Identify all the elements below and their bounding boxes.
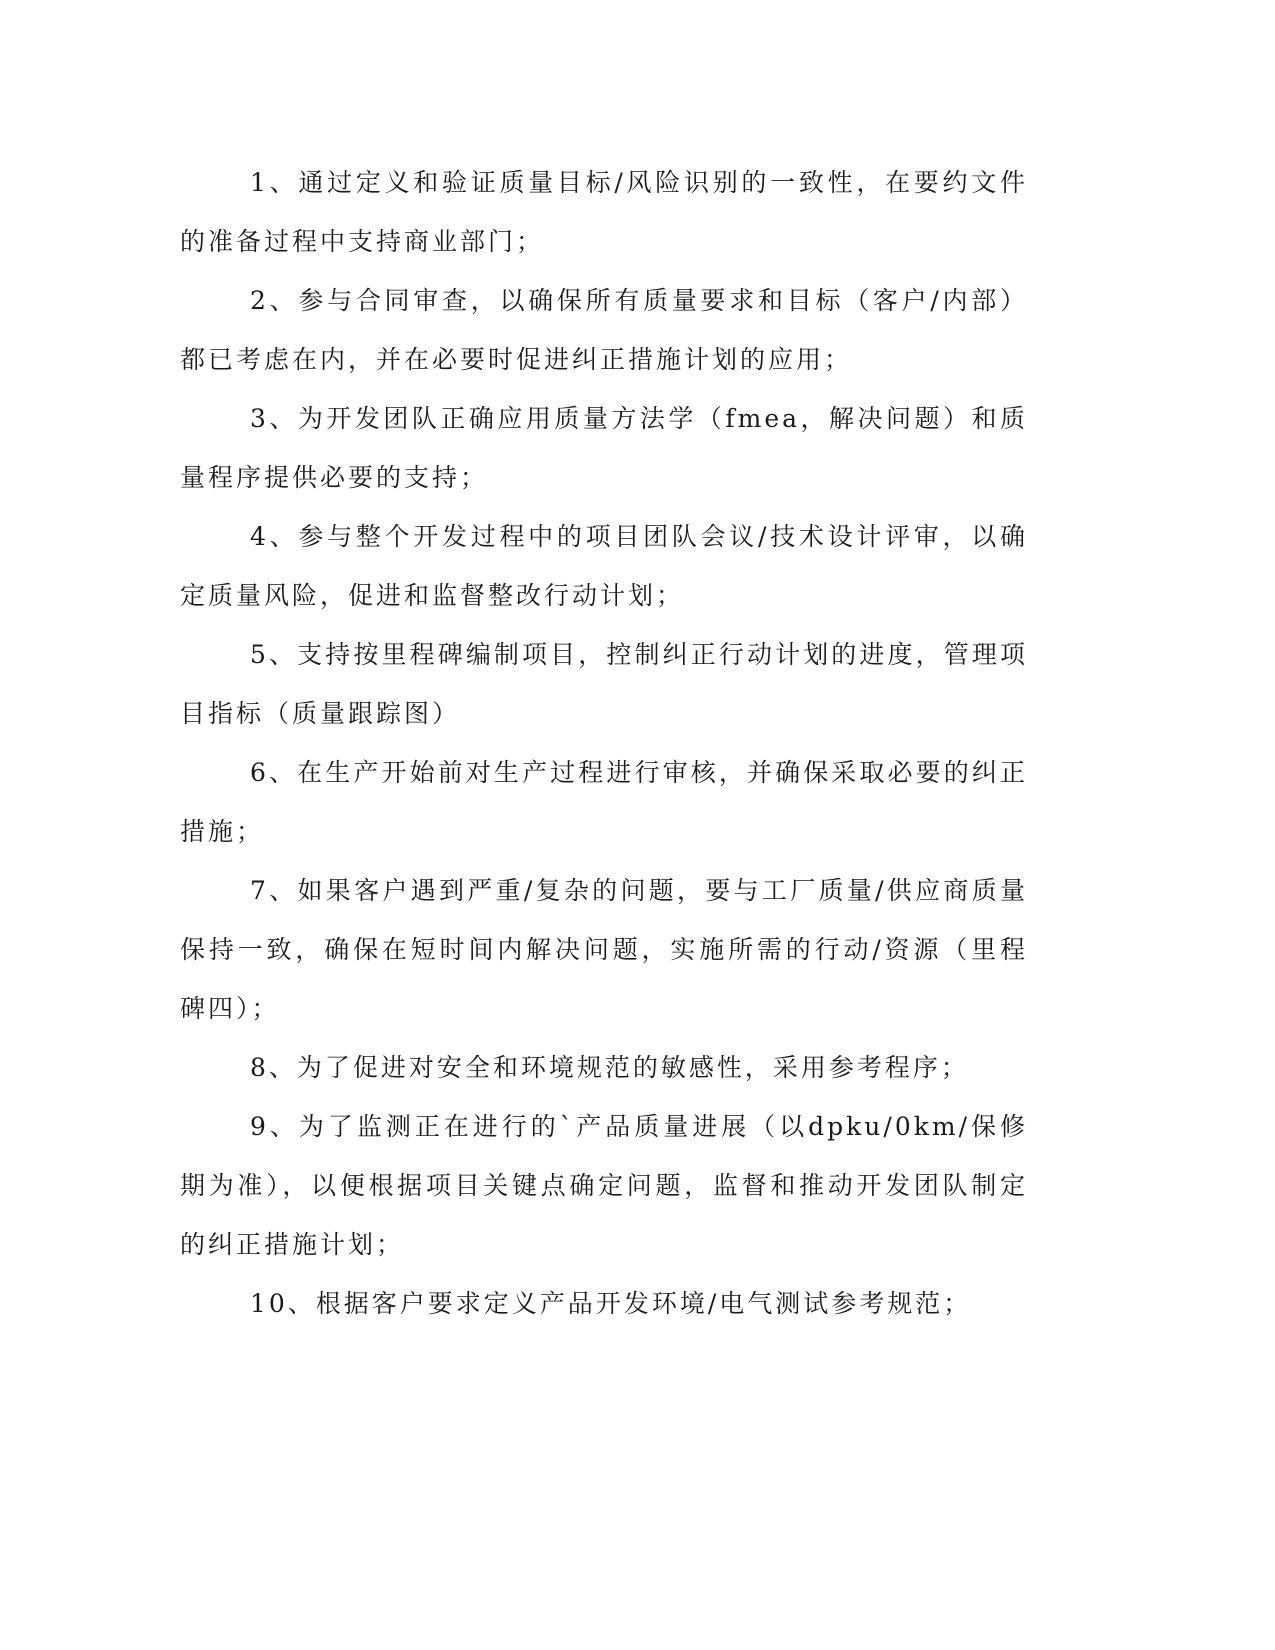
list-item: 7、如果客户遇到严重/复杂的问题，要与工厂质量/供应商质量保持一致，确保在短时间内解决问题，实施所需的行动/资源（里程碑四）； xyxy=(180,876,1028,1023)
list-item: 5、支持按里程碑编制项目，控制纠正行动计划的进度，管理项目指标（质量跟踪图） xyxy=(180,640,1028,728)
list-item: 6、在生产开始前对生产过程进行审核，并确保采取必要的纠正措施； xyxy=(180,758,1028,846)
list-item: 9、为了监测正在进行的`产品质量进展（以dpku/0km/保修期为准），以便根据项目关键点确定问题，监督和推动开发团队制定的纠正措施计划； xyxy=(180,1112,1028,1259)
list-item: 1、通过定义和验证质量目标/风险识别的一致性，在要约文件的准备过程中支持商业部门； xyxy=(180,168,1028,256)
list-item: 4、参与整个开发过程中的项目团队会议/技术设计评审，以确定质量风险，促进和监督整改行动计划； xyxy=(180,522,1028,610)
list-item: 10、根据客户要求定义产品开发环境/电气测试参考规范； xyxy=(250,1289,972,1318)
document-body xyxy=(180,153,1028,1333)
list-item: 2、参与合同审查，以确保所有质量要求和目标（客户/内部）都已考虑在内，并在必要时促进纠正措施计划的应用； xyxy=(180,286,1028,374)
list-item: 3、为开发团队正确应用质量方法学（fmea，解决问题）和质量程序提供必要的支持； xyxy=(180,404,1028,492)
list-item: 8、为了促进对安全和环境规范的敏感性，采用参考程序； xyxy=(250,1053,969,1082)
